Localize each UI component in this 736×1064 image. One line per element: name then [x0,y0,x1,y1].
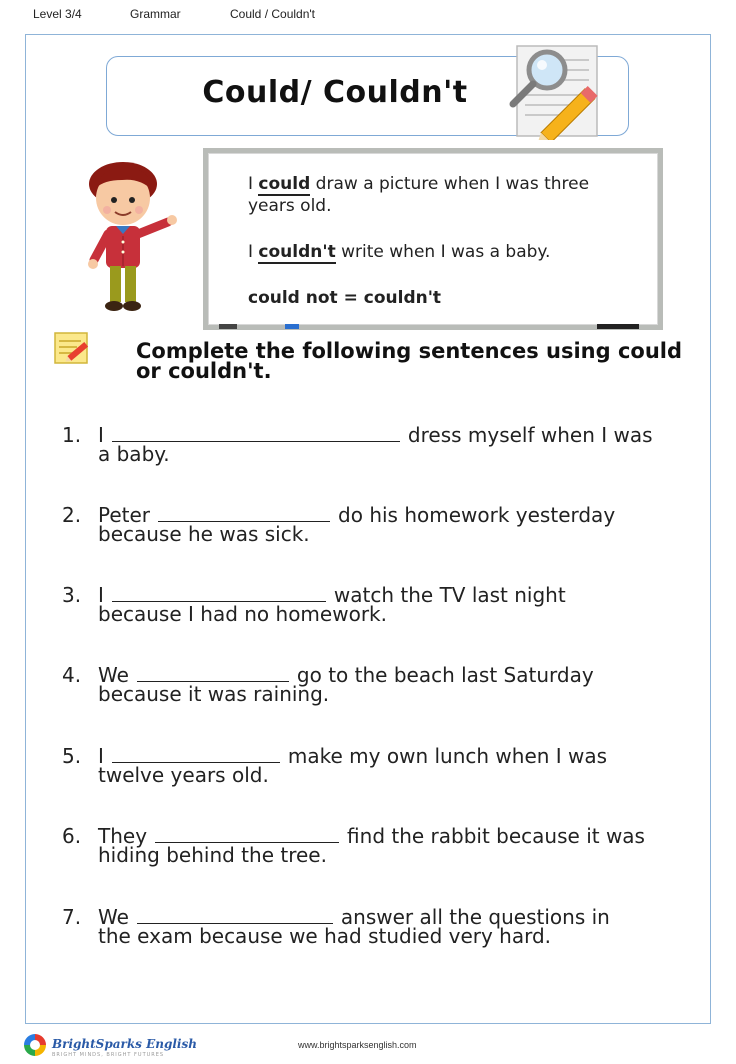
example-sentence-2: I couldn't write when I was a baby. [248,242,551,262]
answer-blank-7[interactable] [137,905,333,924]
page-title: Could/ Couldn't [202,75,468,110]
answer-blank-2[interactable] [158,503,330,522]
answer-blank-6[interactable] [155,824,339,843]
example-sentence-1: I could draw a picture when I was three [248,174,590,194]
board-tray [205,322,661,330]
brand-logo-icon [24,1034,46,1056]
magnifier-pencil-icon [505,40,610,140]
instruction-line-2: or couldn't. [136,359,272,383]
example-sentence-1-cont: years old. [248,196,332,216]
boy-illustration [82,160,182,316]
header-level: Level 3/4 [33,7,82,21]
example-whiteboard [203,148,663,330]
header-topic: Could / Couldn't [230,7,316,21]
header-bar [0,0,736,30]
could-keyword: could [258,174,311,194]
header-subject: Grammar [130,7,181,21]
instructions [136,341,696,381]
footer-url: www.brightsparksenglish.com [298,1040,417,1050]
answer-blank-5[interactable] [112,744,280,763]
answer-blank-4[interactable] [137,663,289,682]
contraction-rule: could not = couldn't [248,288,442,308]
couldnt-keyword: couldn't [258,242,336,262]
notepad-pencil-icon [53,330,91,366]
instruction-line-1: Complete the following sentences using could [136,339,683,363]
answer-blank-3[interactable] [112,583,326,602]
answer-blank-1[interactable] [112,423,400,442]
